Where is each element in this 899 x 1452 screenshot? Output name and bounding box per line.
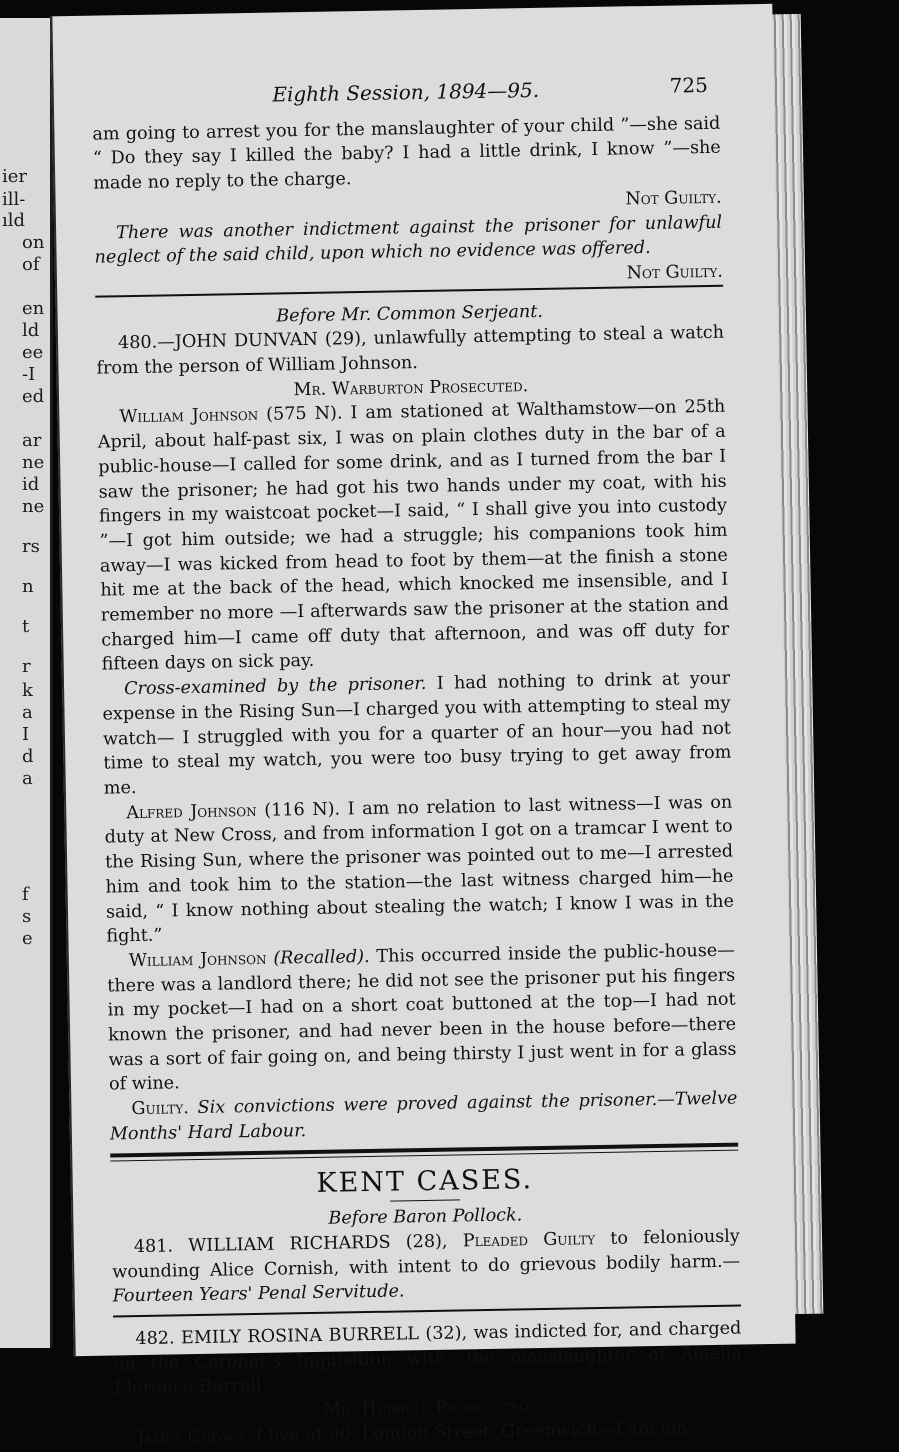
left-page-fragment: a [22,768,33,789]
section-rule [95,284,723,297]
witness-testimony: Alfred Johnson (116 N). I am no relation to last witness—I was on duty at New Cross, and from information I got on a tramcar I went to the Rising Sun, where the prisoner was pointed out to me—I arrested him and took him to the station—the last witness charged him—he said, “ I know nothing about stealing the watch; I know I was in the fight.” [104,792,735,947]
left-page-fragment: rs [22,536,40,557]
previous-page-edge [0,18,53,1348]
left-page-fragment: ne [22,496,45,517]
left-page-fragment: of [22,254,40,275]
left-page-fragment: ne [22,452,45,473]
left-page-fragment: a [22,702,33,723]
left-page-fragment: I [22,724,30,745]
witness-testimony: William Johnson (575 N). I am stationed at Walthamstow—on 25th April, about half-past six, I was on plain clothes duty in the bar of a public-house—I called for some drink, and as I turned from the bar I saw the prisoner; he had got his two hands under my coat, with his fingers in my waistcoat pocket—I said, “ I shall give you into custody ”—I got him outside; we had a struggle; his companions took him away—I was kicked from head to foot by them—at the finish a stone hit me at the back of the head, which knocked me insensible, and I remember no more —I afterwards saw the prisoner at the station and charged him—I came off duty that afternoon, and was off duty for fifteen days on sick pay. [97,397,730,676]
judge-line: Before Baron Pollock. [328,1205,523,1229]
left-page-fragment: ee [22,342,44,363]
verdict-not-guilty: Not Guilty. [625,187,722,210]
left-page-fragment: t [22,616,30,637]
case-heading: 482. EMILY ROSINA BURRELL (32), was indicted for, and charged on the Coroner's Inquisition with, the manslaughter of Amelia Florence Burrell. [113,1318,742,1399]
left-page-fragment: r [22,656,31,677]
case-heading: 481. WILLIAM RICHARDS (28), Pleaded Guilty to feloniously wounding Alice Cornish, with intent to do grievous bodily harm.— Fourteen Years' Penal Servitude. [112,1226,741,1307]
left-page-fragment: n [22,576,34,597]
left-page-fragment: f [22,884,29,905]
left-page-fragment: ed [22,386,45,407]
left-page-fragment: ill- [2,189,26,210]
left-page-fragment: ld [22,320,40,341]
cross-examination: Cross-examined by the prisoner. I had nothing to drink at your expense in the Rising Sun—I charged you with attempting to steal my watch— I struggled with you for a quarter of an hour—you had not time to steal my watch, you were too busy trying to get away from me. [102,668,732,799]
indictment-note: There was another indictment against the prisoner for unlawful neglect of the said child, upon which no evidence was offered. Not Guilty. [94,212,724,284]
judge-line: Before Mr. Common Serjeant. [276,301,544,327]
left-page-fragment: -I [22,364,36,385]
running-head: Eighth Session, 1894—95. [272,77,540,107]
section-title: KENT CASES. [316,1163,534,1199]
left-page-fragment: e [22,928,33,949]
left-page-fragment: ier [2,166,28,187]
left-page-fragment: ıld [2,210,26,231]
witness-testimony: James Chown. I live at 90, London Street, Greenwich—I am em- [137,1418,694,1448]
left-page-fragment: k [22,680,33,701]
page-number: 725 [669,72,709,98]
witness-recalled: William Johnson (Recalled). This occurred inside the public-house— there was a landlord there; he did not see the prisoner put his fingers in my pocket—I had on a short coat buttoned at the top—I had not known the prisoner, and had never been in the house before—there was a sort of fair going on, and being thirsty I just went in for a glass of wine. [107,940,737,1095]
book-page [50,4,795,1448]
left-page-fragment: ar [22,430,42,451]
left-page-fragment: id [22,474,40,495]
prosecution-line: Mr. Hurrell Prosecuted. [323,1396,535,1421]
case-heading: 480.—JOHN DUNVAN (29), unlawfully attempting to steal a watch from the person of William Johnson. [96,323,725,379]
page-content [92,72,744,1451]
left-page-fragment: s [22,906,32,927]
verdict-sentence: Guilty. Six convictions were proved against the prisoner.—Twelve Months' Hard Labour. [109,1088,738,1145]
short-rule [390,1200,460,1202]
left-page-fragment: d [22,746,34,767]
prosecution-line: Mr. Warburton Prosecuted. [293,375,529,400]
case-end-text: am going to arrest you for the manslaughter of your child ”—she said “ Do they say I killed the baby? I had a little drink, I know ”—she made no reply to the charge. [92,113,721,194]
left-page-fragment: en [22,298,45,319]
left-page-fragment: on [22,232,45,253]
